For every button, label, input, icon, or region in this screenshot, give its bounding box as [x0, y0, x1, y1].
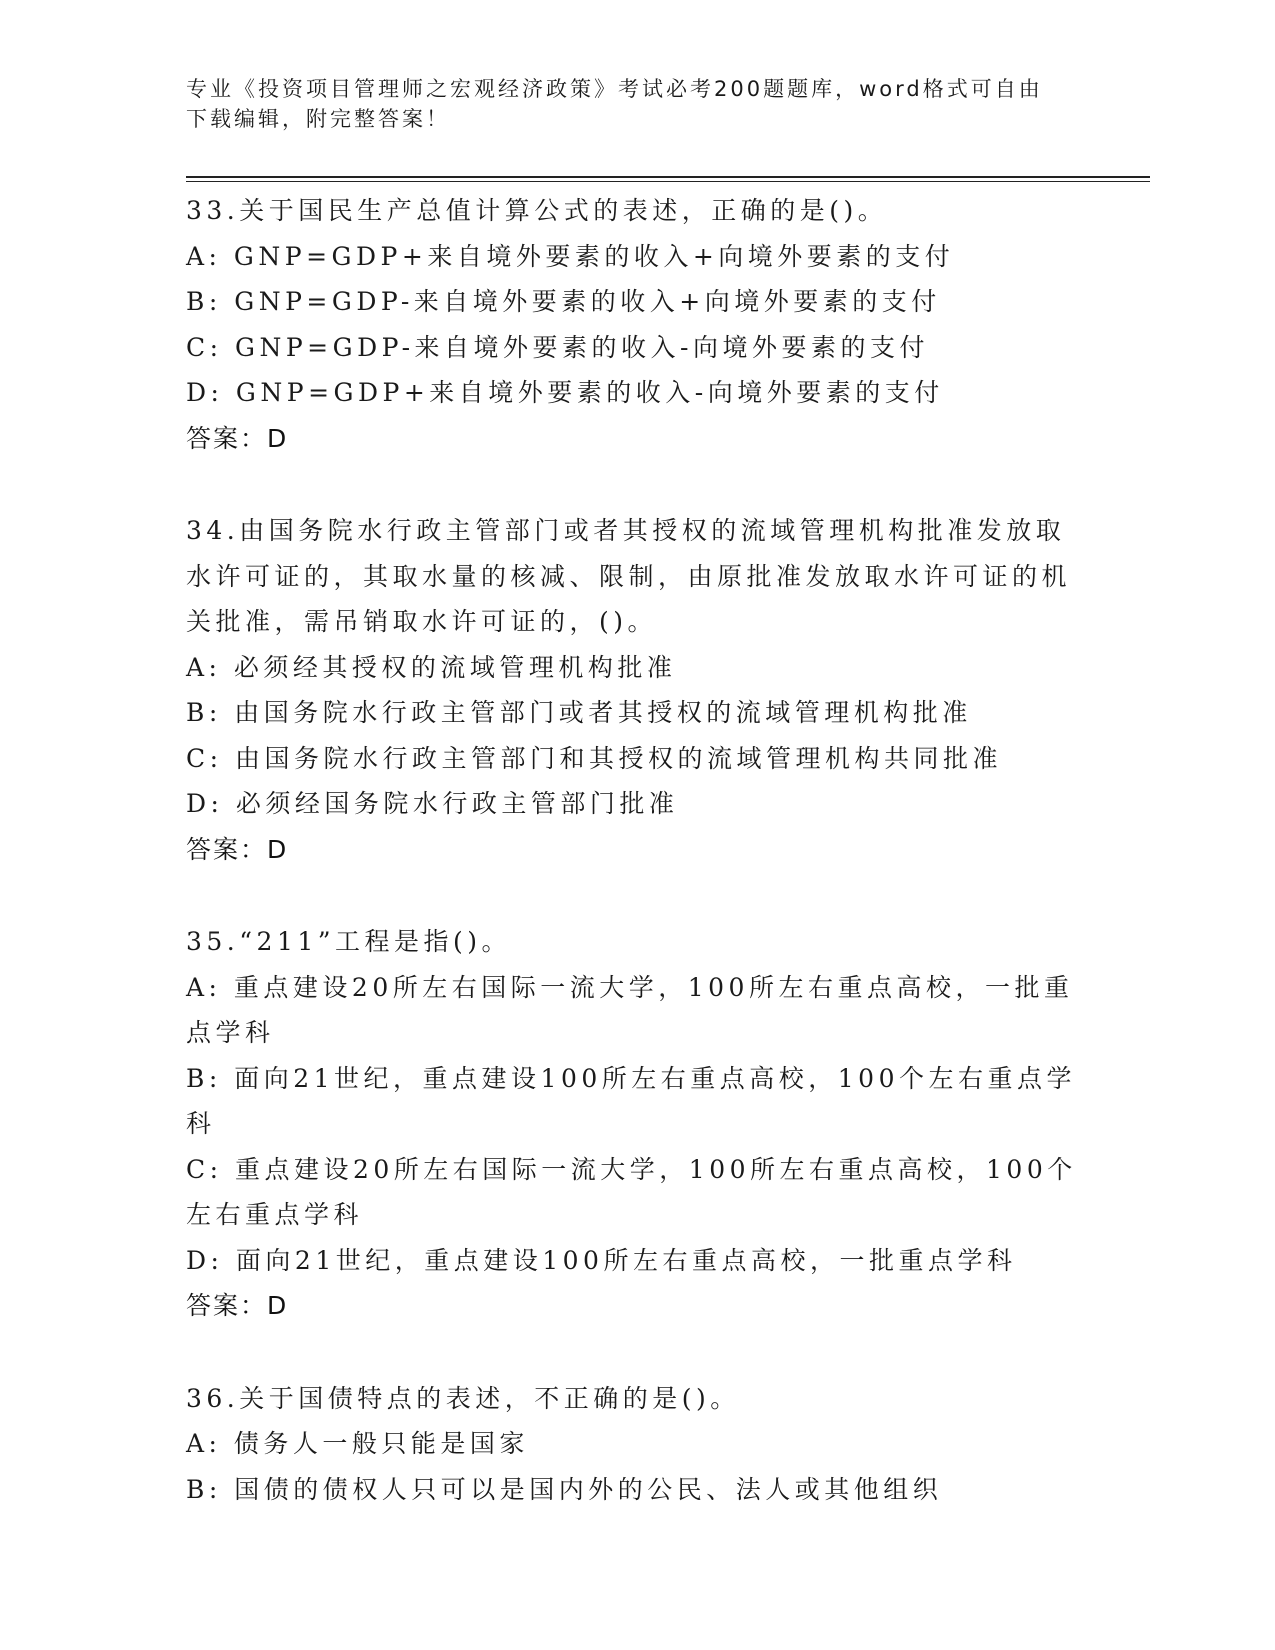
header-rule-thick — [186, 176, 1150, 178]
option-a: A: 重点建设20所左右国际一流大学，100所左右重点高校，一批重点学科 — [186, 972, 1074, 1047]
question-36 — [186, 1376, 1086, 1513]
option-c: C: GNP=GDP-来自境外要素的收入-向境外要素的支付 — [186, 332, 929, 362]
question-stem: 33.关于国民生产总值计算公式的表述，正确的是()。 — [186, 196, 888, 225]
option-b: B: GNP=GDP-来自境外要素的收入+向境外要素的支付 — [186, 287, 941, 316]
option-c: C: 重点建设20所左右国际一流大学，100所左右重点高校，100个左右重点学科 — [186, 1154, 1077, 1229]
question-33 — [186, 188, 1086, 461]
option-b: B: 由国务院水行政主管部门或者其授权的流域管理机构批准 — [186, 698, 972, 727]
option-d: D: 面向21世纪，重点建设100所左右重点高校，一批重点学科 — [186, 1245, 1017, 1275]
answer: 答案：D — [186, 834, 289, 864]
question-35 — [186, 919, 1086, 1329]
question-list — [186, 188, 1086, 1559]
question-stem: 35.“211”工程是指()。 — [186, 927, 512, 956]
option-a: A: 债务人一般只能是国家 — [186, 1429, 529, 1458]
document-header: 专业《投资项目管理师之宏观经济政策》考试必考200题题库，word格式可自由下载编辑，附完整答案！ — [186, 77, 1043, 131]
option-b: B: 面向21世纪，重点建设100所左右重点高校，100个左右重点学科 — [186, 1063, 1076, 1138]
question-34 — [186, 508, 1086, 872]
option-a: A: 必须经其授权的流域管理机构批准 — [186, 652, 677, 682]
option-d: D: GNP=GDP+来自境外要素的收入-向境外要素的支付 — [186, 378, 944, 407]
header-rule-thin — [186, 181, 1150, 182]
question-stem: 34.由国务院水行政主管部门或者其授权的流域管理机构批准发放取水许可证的，其取水量的核减、限制，由原批准发放取水许可证的机关批准，需吊销取水许可证的，()。 — [186, 516, 1072, 636]
answer: 答案：D — [186, 1291, 289, 1320]
question-stem: 36.关于国债特点的表述，不正确的是()。 — [186, 1383, 740, 1413]
option-a: A: GNP=GDP+来自境外要素的收入+向境外要素的支付 — [186, 241, 955, 271]
option-d: D: 必须经国务院水行政主管部门批准 — [186, 789, 679, 818]
option-b: B: 国债的债权人只可以是国内外的公民、法人或其他组织 — [186, 1474, 943, 1504]
answer: 答案：D — [186, 423, 289, 453]
option-c: C: 由国务院水行政主管部门和其授权的流域管理机构共同批准 — [186, 743, 1003, 773]
